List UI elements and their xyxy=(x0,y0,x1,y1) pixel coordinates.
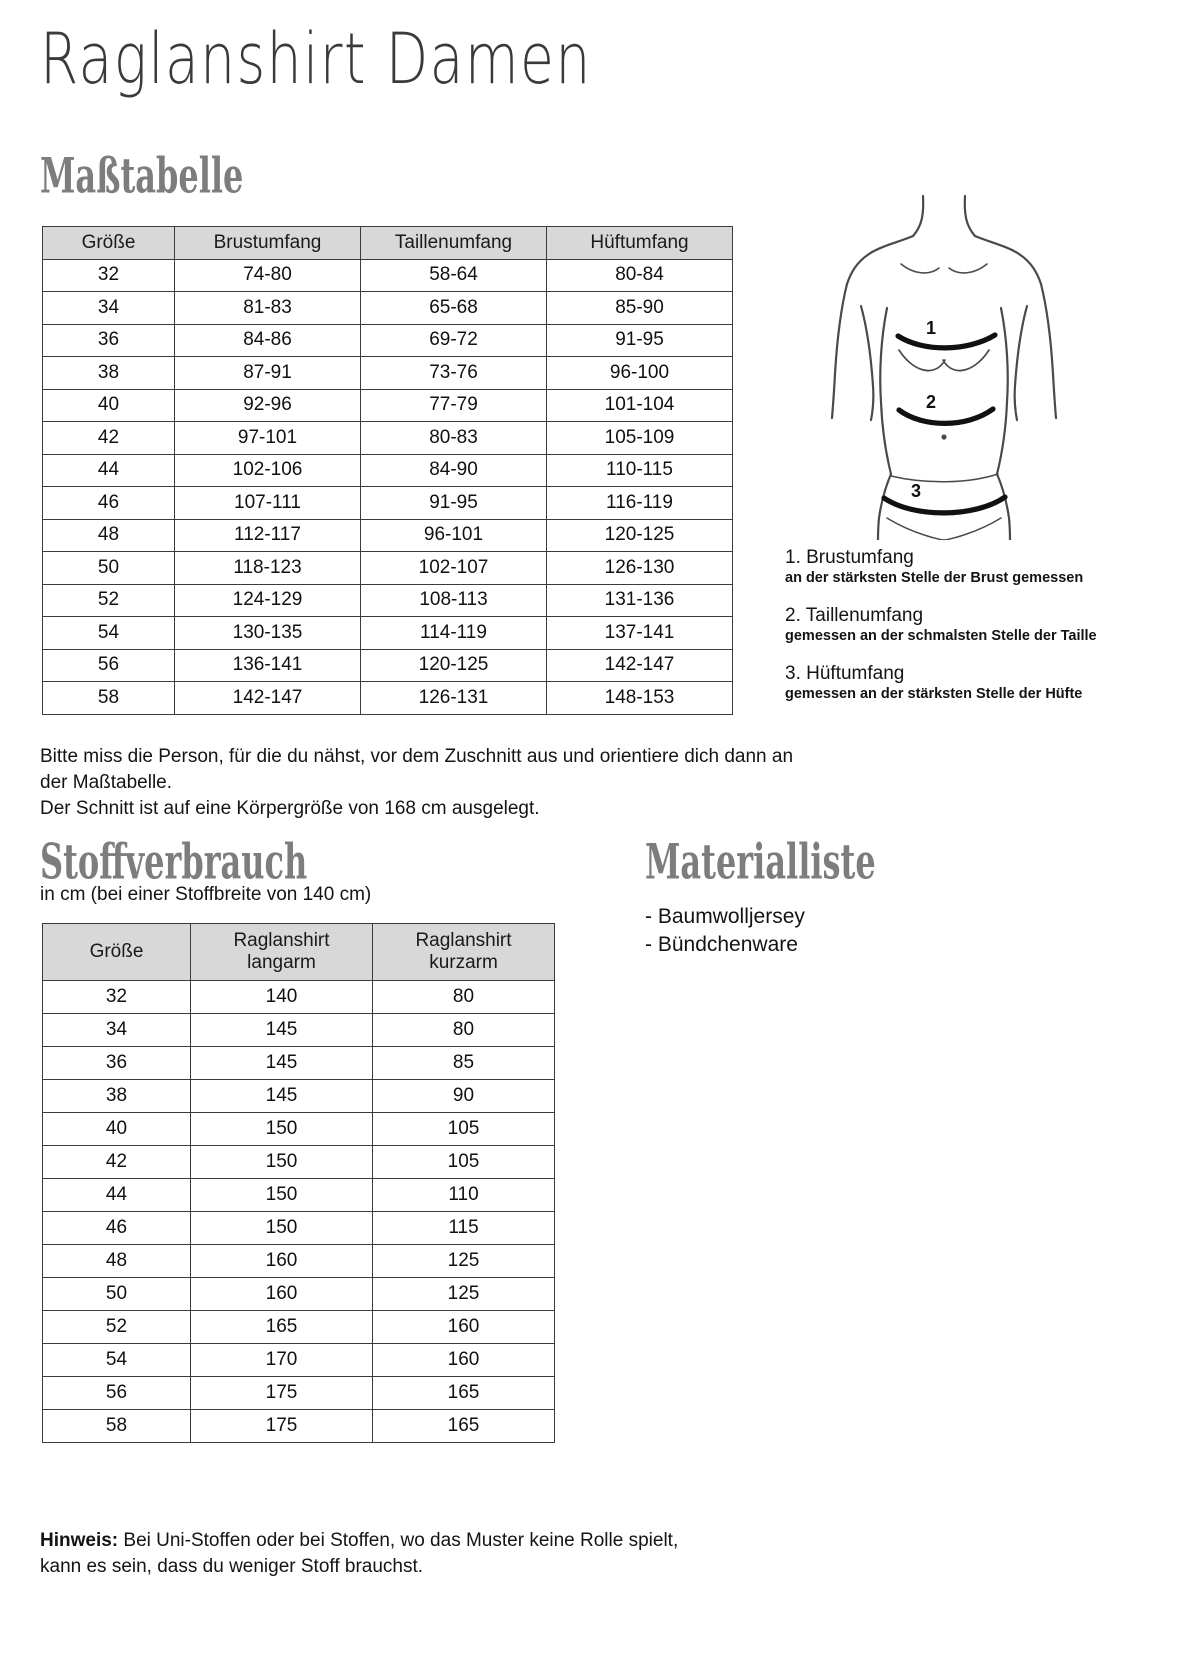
table-row xyxy=(43,1080,555,1113)
cell-waist: 69-72 xyxy=(361,324,547,357)
cell-longsleeve: 150 xyxy=(191,1179,373,1212)
cell-shortsleeve: 110 xyxy=(373,1179,555,1212)
footer-note xyxy=(40,1528,680,1580)
table-row xyxy=(43,1113,555,1146)
table-row xyxy=(43,1212,555,1245)
legend-description: an der stärksten Stelle der Brust gemessen xyxy=(785,570,1084,586)
cell-shortsleeve: 80 xyxy=(373,981,555,1014)
legend-item-bust xyxy=(785,546,1125,588)
cell-size: 46 xyxy=(43,487,175,520)
column-header-shortsleeve-line1: Raglanshirt xyxy=(415,930,512,952)
legend-description: gemessen an der stärksten Stelle der Hüfte xyxy=(785,686,1083,702)
cell-hip: 137-141 xyxy=(547,617,733,650)
legend-item-waist xyxy=(785,604,1125,646)
cell-size: 42 xyxy=(43,422,175,455)
cell-chest: 130-135 xyxy=(175,617,361,650)
table-row xyxy=(43,1311,555,1344)
column-header-chest: Brustumfang xyxy=(175,227,361,260)
cell-chest: 118-123 xyxy=(175,552,361,585)
cell-hip: 80-84 xyxy=(547,259,733,292)
table-row xyxy=(43,1014,555,1047)
cell-longsleeve: 165 xyxy=(191,1311,373,1344)
table-row xyxy=(43,1278,555,1311)
material-list xyxy=(645,903,805,959)
cell-shortsleeve: 80 xyxy=(373,1014,555,1047)
cell-hip: 85-90 xyxy=(547,292,733,325)
legend-item-hip xyxy=(785,662,1125,704)
stoffverbrauch-subcaption: in cm (bei einer Stoffbreite von 140 cm) xyxy=(40,884,372,905)
cell-size: 32 xyxy=(43,259,175,292)
table-row xyxy=(43,324,733,357)
cell-waist: 77-79 xyxy=(361,389,547,422)
cell-chest: 124-129 xyxy=(175,584,361,617)
cell-hip: 131-136 xyxy=(547,584,733,617)
column-header-longsleeve-line2: langarm xyxy=(247,952,316,973)
cell-size: 56 xyxy=(43,1377,191,1410)
cell-hip: 148-153 xyxy=(547,682,733,715)
fabric-consumption-table xyxy=(42,923,555,1443)
list-item: - Baumwolljersey xyxy=(645,905,805,928)
table-header-row xyxy=(43,924,555,981)
cell-shortsleeve: 160 xyxy=(373,1344,555,1377)
table-row xyxy=(43,1245,555,1278)
cell-longsleeve: 160 xyxy=(191,1278,373,1311)
cell-size: 42 xyxy=(43,1146,191,1179)
cell-size: 38 xyxy=(43,357,175,390)
cell-shortsleeve: 105 xyxy=(373,1146,555,1179)
cell-longsleeve: 145 xyxy=(191,1047,373,1080)
cell-hip: 91-95 xyxy=(547,324,733,357)
cell-size: 56 xyxy=(43,649,175,682)
legend-description: gemessen an der schmalsten Stelle der Taille xyxy=(785,628,1097,644)
cell-shortsleeve: 90 xyxy=(373,1080,555,1113)
cell-shortsleeve: 105 xyxy=(373,1113,555,1146)
column-header-size-line1: Größe xyxy=(89,941,144,963)
table-row xyxy=(43,584,733,617)
table-row xyxy=(43,487,733,520)
cell-size: 36 xyxy=(43,1047,191,1080)
section-heading-materialliste: Materialliste xyxy=(645,833,876,891)
measure-band-hip xyxy=(884,497,1005,513)
cell-waist: 80-83 xyxy=(361,422,547,455)
cell-waist: 108-113 xyxy=(361,584,547,617)
cell-chest: 112-117 xyxy=(175,519,361,552)
cell-longsleeve: 160 xyxy=(191,1245,373,1278)
cell-shortsleeve: 125 xyxy=(373,1245,555,1278)
cell-chest: 136-141 xyxy=(175,649,361,682)
table-row xyxy=(43,1146,555,1179)
table-row xyxy=(43,649,733,682)
cell-longsleeve: 145 xyxy=(191,1014,373,1047)
cell-size: 46 xyxy=(43,1212,191,1245)
cell-size: 40 xyxy=(43,1113,191,1146)
cell-chest: 142-147 xyxy=(175,682,361,715)
cell-chest: 84-86 xyxy=(175,324,361,357)
marker-label-3: 3 xyxy=(911,481,922,501)
section-heading-stoffverbrauch: Stoffverbrauch xyxy=(40,833,308,891)
table-row xyxy=(43,292,733,325)
marker-label-2: 2 xyxy=(926,392,937,412)
cell-size: 54 xyxy=(43,1344,191,1377)
table-row xyxy=(43,422,733,455)
column-header-shortsleeve xyxy=(373,924,555,981)
cell-size: 54 xyxy=(43,617,175,650)
legend-title: 1. Brustumfang xyxy=(785,547,914,568)
cell-size: 48 xyxy=(43,519,175,552)
footer-note-text: Bei Uni-Stoffen oder bei Stoffen, wo das Muster keine Rolle spielt, kann es sein, dass du weniger Stoff brauchst. xyxy=(40,1530,679,1577)
table-row xyxy=(43,1344,555,1377)
cell-hip: 116-119 xyxy=(547,487,733,520)
cell-longsleeve: 150 xyxy=(191,1212,373,1245)
table-row xyxy=(43,1047,555,1080)
measurement-legend xyxy=(785,546,1125,720)
cell-chest: 107-111 xyxy=(175,487,361,520)
cell-size: 34 xyxy=(43,1014,191,1047)
table-row xyxy=(43,1179,555,1212)
intro-note-line-1: Bitte miss die Person, für die du nähst, vor dem Zuschnitt aus und orientiere dich dann an der Maßtabelle. xyxy=(40,746,794,793)
cell-waist: 65-68 xyxy=(361,292,547,325)
cell-waist: 73-76 xyxy=(361,357,547,390)
cell-size: 50 xyxy=(43,1278,191,1311)
cell-longsleeve: 150 xyxy=(191,1146,373,1179)
column-header-hip: Hüftumfang xyxy=(547,227,733,260)
cell-hip: 142-147 xyxy=(547,649,733,682)
table-row xyxy=(43,552,733,585)
cell-longsleeve: 140 xyxy=(191,981,373,1014)
cell-chest: 102-106 xyxy=(175,454,361,487)
cell-size: 44 xyxy=(43,1179,191,1212)
column-header-size xyxy=(43,924,191,981)
cell-shortsleeve: 160 xyxy=(373,1311,555,1344)
cell-waist: 84-90 xyxy=(361,454,547,487)
table-row xyxy=(43,454,733,487)
cell-shortsleeve: 85 xyxy=(373,1047,555,1080)
table-row xyxy=(43,1410,555,1443)
cell-longsleeve: 145 xyxy=(191,1080,373,1113)
table-row xyxy=(43,519,733,552)
intro-note xyxy=(40,744,800,822)
cell-chest: 74-80 xyxy=(175,259,361,292)
cell-size: 44 xyxy=(43,454,175,487)
column-header-longsleeve-line1: Raglanshirt xyxy=(233,930,330,952)
cell-size: 52 xyxy=(43,584,175,617)
marker-label-1: 1 xyxy=(926,318,937,338)
cell-waist: 126-131 xyxy=(361,682,547,715)
table-row xyxy=(43,981,555,1014)
female-torso-diagram xyxy=(795,188,1095,540)
cell-size: 58 xyxy=(43,682,175,715)
cell-size: 36 xyxy=(43,324,175,357)
cell-hip: 126-130 xyxy=(547,552,733,585)
cell-chest: 87-91 xyxy=(175,357,361,390)
cell-size: 32 xyxy=(43,981,191,1014)
cell-longsleeve: 175 xyxy=(191,1410,373,1443)
cell-size: 50 xyxy=(43,552,175,585)
cell-hip: 101-104 xyxy=(547,389,733,422)
page-title: Raglanshirt Damen xyxy=(40,18,592,101)
cell-shortsleeve: 165 xyxy=(373,1410,555,1443)
table-row xyxy=(43,682,733,715)
cell-waist: 114-119 xyxy=(361,617,547,650)
cell-longsleeve: 175 xyxy=(191,1377,373,1410)
legend-title: 2. Taillenumfang xyxy=(785,605,924,626)
cell-waist: 120-125 xyxy=(361,649,547,682)
cell-size: 52 xyxy=(43,1311,191,1344)
table-row xyxy=(43,389,733,422)
size-chart-table xyxy=(42,226,733,715)
cell-size: 48 xyxy=(43,1245,191,1278)
cell-hip: 105-109 xyxy=(547,422,733,455)
measure-band-waist xyxy=(899,409,993,423)
intro-note-line-2: Der Schnitt ist auf eine Körpergröße von 168 cm ausgelegt. xyxy=(40,798,540,819)
cell-hip: 120-125 xyxy=(547,519,733,552)
table-row xyxy=(43,617,733,650)
cell-waist: 91-95 xyxy=(361,487,547,520)
cell-shortsleeve: 125 xyxy=(373,1278,555,1311)
cell-hip: 110-115 xyxy=(547,454,733,487)
cell-longsleeve: 150 xyxy=(191,1113,373,1146)
cell-size: 34 xyxy=(43,292,175,325)
table-header-row xyxy=(43,227,733,260)
cell-waist: 102-107 xyxy=(361,552,547,585)
column-header-longsleeve xyxy=(191,924,373,981)
list-item: - Bündchenware xyxy=(645,933,798,956)
cell-shortsleeve: 165 xyxy=(373,1377,555,1410)
table-row xyxy=(43,357,733,390)
cell-size: 40 xyxy=(43,389,175,422)
cell-waist: 96-101 xyxy=(361,519,547,552)
column-header-shortsleeve-line2: kurzarm xyxy=(429,952,498,973)
cell-shortsleeve: 115 xyxy=(373,1212,555,1245)
cell-size: 58 xyxy=(43,1410,191,1443)
table-row xyxy=(43,1377,555,1410)
section-heading-masstabelle: Maßtabelle xyxy=(40,147,244,205)
cell-chest: 92-96 xyxy=(175,389,361,422)
cell-chest: 97-101 xyxy=(175,422,361,455)
cell-chest: 81-83 xyxy=(175,292,361,325)
cell-longsleeve: 170 xyxy=(191,1344,373,1377)
column-header-size: Größe xyxy=(43,227,175,260)
cell-hip: 96-100 xyxy=(547,357,733,390)
legend-title: 3. Hüftumfang xyxy=(785,663,905,684)
table-row xyxy=(43,259,733,292)
footer-note-label: Hinweis: xyxy=(40,1530,119,1551)
cell-waist: 58-64 xyxy=(361,259,547,292)
column-header-waist: Taillenumfang xyxy=(361,227,547,260)
measure-band-bust xyxy=(898,335,995,348)
cell-size: 38 xyxy=(43,1080,191,1113)
